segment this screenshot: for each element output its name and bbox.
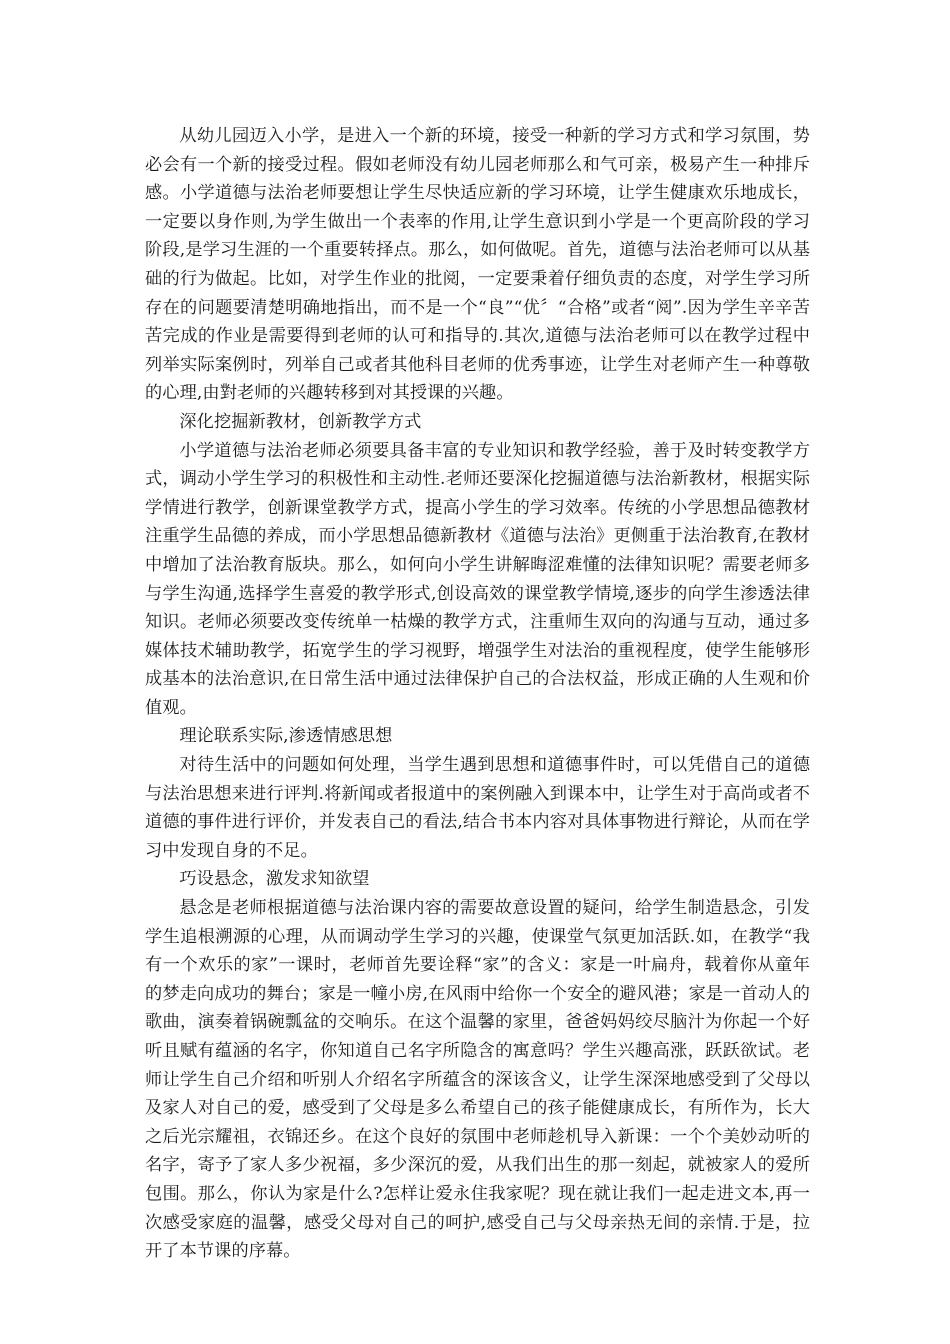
section-heading-new-materials: 深化挖掘新教材，创新教学方式 — [179, 411, 422, 432]
section-heading-suspense: 巧设悬念，激发求知欲望 — [179, 869, 370, 890]
paragraph-suspense: 悬念是老师根据道德与法治课内容的需要故意设置的疑问，给学生制造悬念，引发学生追根溯源的心理，从而调动学生学习的兴趣，使课堂气氛更加活跃.如，在教学“我有一个欢乐的家”一课时，老师首先要诠释“家”的含义：家是一叶扁舟，载着你从童年的梦走向成功的舞台；家是一幢小房,在风雨中给你一个安全的避风港；家是一首动人的歌曲，演奏着锅碗瓢盆的交响乐。在这个温馨的家里，爸爸妈妈绞尽脑汁为你起一个好听且赋有蕴涵的名字，你知道自己名字所隐含的寓意吗？学生兴趣高涨，跃跃欲试。老师让学生自己介绍和听别人介绍名字所蕴含的深该含义，让学生深深地感受到了父母以及家人对自己的爱，感受到了父母是多么希望自己的孩子能健康成长，有所作为，长大之后光宗耀祖，衣锦还乡。在这个良好的氛围中老师趁机导入新课：一个个美妙动听的名字，寄予了家人多少祝福，多少深沉的爱，从我们出生的那一刻起，就被家人的爱所包围。那么，你认为家是什么?怎样让爱永住我家呢？现在就让我们一起走进文本,再一次感受家庭的温馨，感受父母对自己的呵护,感受自己与父母亲热无间的亲情.于是，拉开了本节课的序幕。 — [145, 898, 810, 1262]
paragraph-theory-practice: 对待生活中的问题如何处理，当学生遇到思想和道德事件时，可以凭借自己的道德与法治思想来进行评判.将新闻或者报道中的案例融入到课本中，让学生对于高尚或者不道德的事件进行评价，并发表自己的看法,结合书本内容对具体事物进行辩论，从而在学习中发现自身的不足。 — [145, 755, 810, 861]
document-body — [145, 122, 810, 1266]
paragraph-intro: 从幼儿园迈入小学，是进入一个新的环境，接受一种新的学习方式和学习氛围，势必会有一个新的接受过程。假如老师没有幼儿园老师那么和气可亲，极易产生一种排斥感。小学道德与法治老师要想让学生尽快适应新的学习环境，让学生健康欢乐地成长，一定要以身作则,为学生做出一个表率的作用,让学生意识到小学是一个更高阶段的学习阶段,是学习生涯的一个重要转择点。那么，如何做呢。首先，道德与法治老师可以从基础的行为做起。比如，对学生作业的批阅，一定要秉着仔细负责的态度，对学生学习所存在的问题要清楚明确地指出，而不是一个“良”“优〞“合格”或者“阅”.因为学生辛辛苦苦完成的作业是需要得到老师的认可和指导的.其次,道德与法治老师可以在教学过程中列举实际案例时，列举自己或者其他科目老师的优秀事迹，让学生对老师产生一种尊敬的心理,由對老师的兴趣转移到对其授课的兴趣。 — [145, 126, 810, 404]
paragraph-new-materials: 小学道德与法治老师必须要具备丰富的专业知识和教学经验，善于及时转变教学方式，调动小学生学习的积极性和主动性.老师还要深化挖掘道德与法治新教材，根据实际学情进行教学，创新课堂教学方式，提高小学生的学习效率。传统的小学思想品德教材注重学生品德的养成，而小学思想品德新教材《道德与法治》更侧重于法治教育,在教材中增加了法治教育版块。那么，如何向小学生讲解晦涩难懂的法律知识呢？需要老师多与学生沟通,选择学生喜爱的教学形式,创设高效的课堂教学情境,逐步的向学生渗透法律知识。老师必须要改变传统单一枯燥的教学方式，注重师生双向的沟通与互动，通过多媒体技术辅助教学，拓宽学生的学习视野，增强学生对法治的重视程度，使学生能够形成基本的法治意识,在日常生活中通过法律保护自己的合法权益，形成正确的人生观和价值观。 — [145, 440, 810, 718]
section-heading-theory-practice: 理论联系实际,渗透情感思想 — [179, 726, 393, 747]
